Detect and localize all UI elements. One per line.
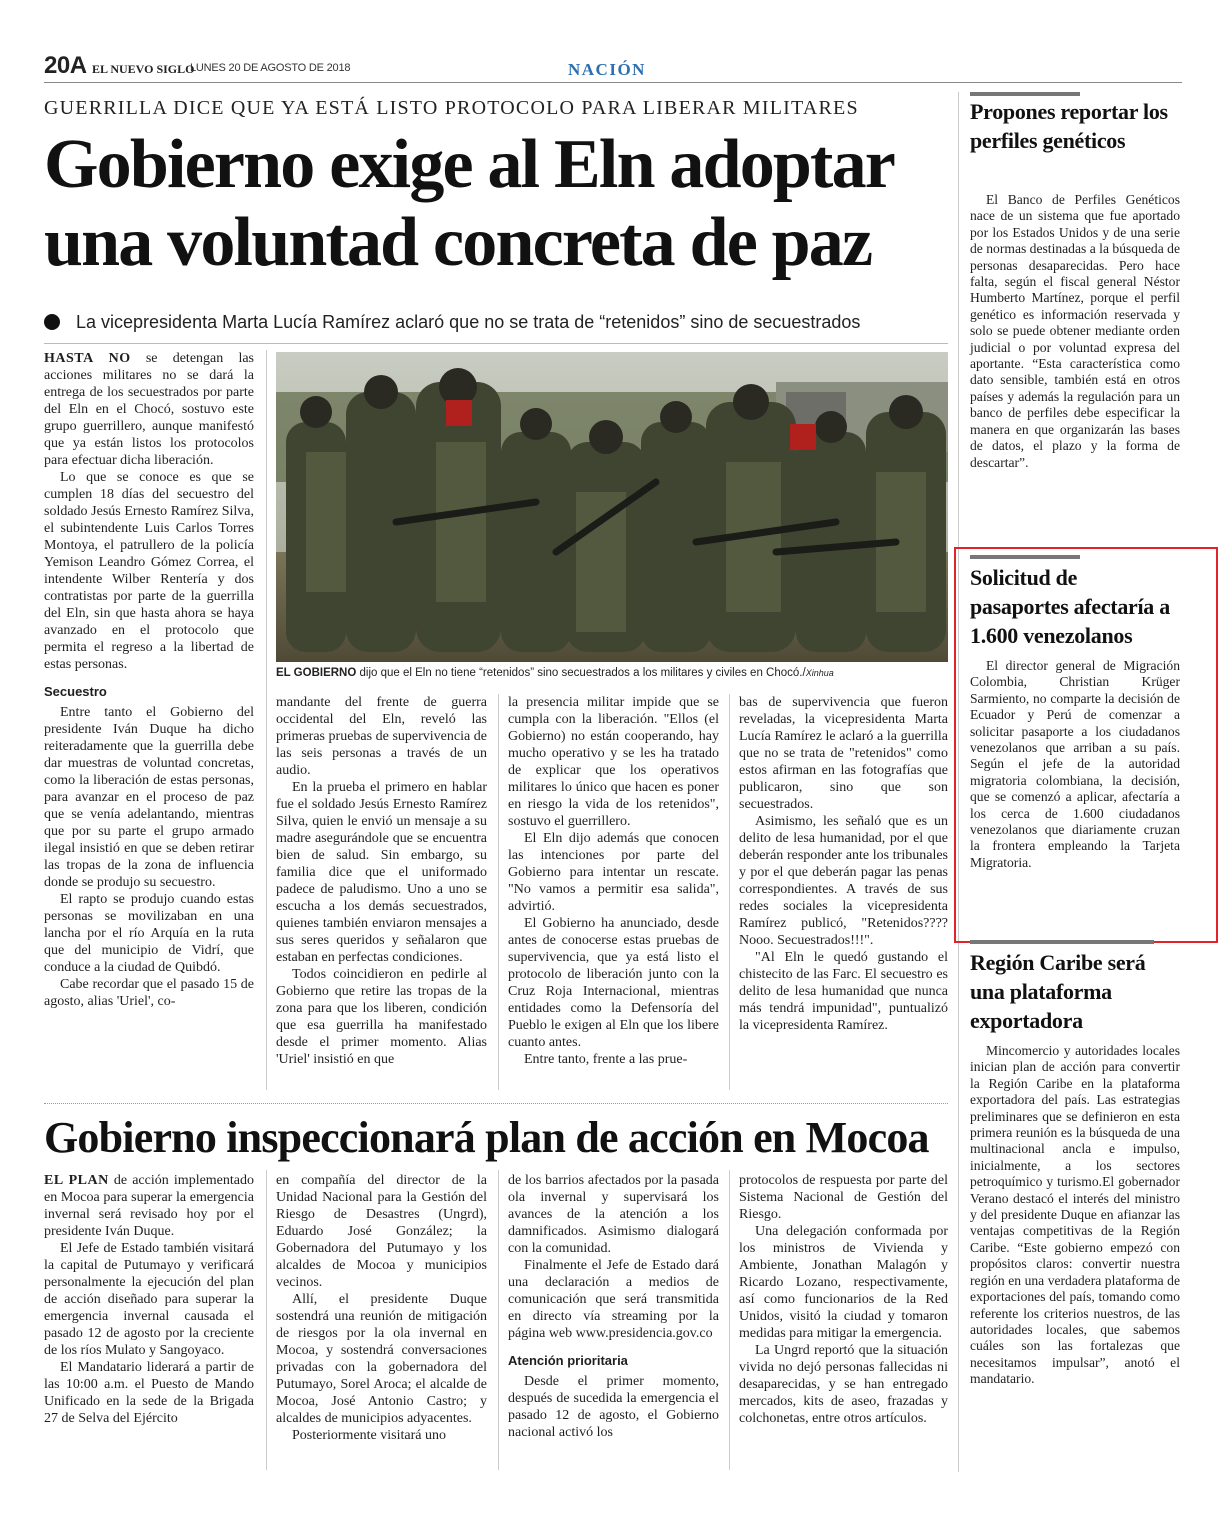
second-paragraph: de los barrios afectados por la pasada ola invernal y supervisará los avances de la atención a los damnificados. Asimismo dialogará con la comunidad.	[508, 1173, 719, 1256]
second-paragraph: Posteriormente visitará uno	[292, 1428, 446, 1443]
second-paragraph: Desde el primer momento, después de sucedida la emergencia el pasado 12 de agosto, el Gobierno nacional activó los	[508, 1374, 719, 1440]
main-paragraph: Entre tanto, frente a las prue-	[524, 1052, 688, 1067]
main-column-4	[739, 694, 948, 1034]
main-column-2	[276, 694, 487, 1068]
news-photo	[276, 352, 948, 662]
column-divider	[498, 694, 499, 1090]
main-paragraph: En la prueba el primero en hablar fue el soldado Jesús Ernesto Ramírez Silva, quien le envió un mensaje a su madre asegurándole que se encuentra bien de salud. Sin embargo, su familia dice que el uniformado padece de paludismo. Uno a uno se escucha a los demás secuestrados, quienes también enviaron mensajes a sus seres queridos y señalaron que estaban en perfectas condiciones.	[276, 780, 487, 965]
second-paragraph: EL PLAN de acción implementado en Mocoa para superar la emergencia invernal será revisado hoy por el presidente Iván Duque.	[44, 1173, 255, 1239]
column-divider	[729, 694, 730, 1090]
main-column-3	[508, 694, 719, 1068]
page-number: 20A	[44, 52, 87, 79]
second-paragraph: protocolos de respuesta por parte del Sistema Nacional de Gestión del Riesgo.	[739, 1173, 948, 1222]
main-paragraph: la presencia militar impide que se cumpla con la liberación. "Ellos (el Gobierno) no están cooperando, hay mucho operativo y se les ha tratado de explicar que los operativos militares lo único que hacen es poner en riesgo la vida de los retenidos", sostuvo el guerrillero.	[508, 695, 719, 829]
header-rule	[44, 82, 1182, 83]
sidebar-bar	[970, 92, 1080, 96]
lead-word: HASTA NO	[44, 351, 131, 366]
second-paragraph: El Jefe de Estado también visitará la capital de Putumayo y verificará personalmente la ejecución del plan de acción diseñado para superar la emergencia invernal causada el pasado 12 de agosto por la creciente de los ríos Mulato y Sangoyaco.	[44, 1241, 254, 1358]
second-paragraph: Una delegación conformada por los ministros de Vivienda y Ambiente, Jonathan Malagón y Ricardo Lozano, respectivamente, así como funcionarios de la Red Unidos, visitó la ciudad y tomaron medidas para mitigar la emergencia.	[739, 1224, 948, 1341]
second-column-4	[739, 1172, 948, 1427]
main-paragraph: Asimismo, les señaló que es un delito de lesa humanidad, por el que deberán responder ante los tribunales y por el que deberán pagar las penas correspondientes. A través de sus redes sociales la vicepresidenta Ramírez publicó, "Retenidos???? Nooo. Secuestrados!!!".	[739, 814, 948, 948]
main-kicker: GUERRILLA DICE QUE YA ESTÁ LISTO PROTOCOLO PARA LIBERAR MILITARES	[44, 97, 859, 119]
sidebar-title-2: Solicitud de pasaportes afectaría a 1.600 venezolanos	[970, 565, 1170, 648]
sidebar-bar	[970, 940, 1154, 944]
subhead-rule	[44, 343, 948, 344]
main-paragraph: "Al Eln le quedó gustando el chistecito de las Farc. El secuestro es delito de lesa humanidad que nunca más tendrá impunidad", puntualizó la vicepresidenta Ramírez.	[739, 950, 948, 1033]
second-column-3	[508, 1172, 719, 1441]
main-paragraph: El Eln dijo además que conocen las intenciones por parte del Gobierno para intentar un rescate. "No vamos a permitir esa salida", advirtió.	[508, 831, 719, 914]
second-column-2	[276, 1172, 487, 1444]
photo-caption: EL GOBIERNO dijo que el Eln no tiene “retenidos” sino secuestrados a los militares y civiles en Chocó./Xinhua	[276, 667, 834, 679]
main-paragraph: Todos coincidieron en pedirle al Gobierno que retire las tropas de la zona para que los liberen, condición que esa guerrilla ha manifestado desde el primer momento. Alias 'Uriel' insistió en que	[276, 967, 487, 1067]
sidebar-text-1: El Banco de Perfiles Genéticos nace de un sistema que fue aportado por los Estados Unidos y de una serie de normas destinadas a la búsqueda de personas desaparecidas. Pero hace falta, según el fiscal general Néstor Humberto Martínez, porque el perfil genético es información reservada y solo se puede obtener mediante orden judicial o por voluntad expresa del aportante. “Esta característica como dato sensible, también está en otros países y además la regulación para un banco de perfiles debe especificar la manera en que organizarán las bases de datos, el plazo y la forma de descartar”.	[970, 192, 1180, 470]
second-paragraph: La Ungrd reportó que la situación vivida no dejó personas fallecidas ni desaparecidas, y se han entregado mercados, kits de aseo, frazadas y colchonetas, entre otros artículos.	[739, 1343, 948, 1426]
second-paragraph: en compañía del director de la Unidad Nacional para la Gestión del Riesgo de Desastres (Ungrd), Eduardo José González; la Gobernadora del Putumayo y los alcaldes de Mocoa y municipios vecinos.	[276, 1173, 487, 1290]
subhead-secuestro: Secuestro	[44, 684, 107, 699]
sidebar-title-3: Región Caribe será una plataforma exportadora	[970, 950, 1146, 1033]
newspaper-name: EL NUEVO SIGLO	[92, 62, 195, 76]
second-headline: Gobierno inspeccionará plan de acción en Mocoa	[44, 1113, 929, 1162]
section-name: NACIÓN	[568, 60, 646, 79]
main-paragraph: El rapto se produjo cuando estas personas se movilizaban en una lancha por el río Arquía en la ruta que del municipio de Vidrí, que conduce a la ciudad de Quibdó.	[44, 892, 254, 975]
main-paragraph: bas de supervivencia que fueron reveladas, la vicepresidenta Marta Lucía Ramírez le aclaró a la guerrilla que no se trata de "retenidos" como estos afirman en las fotografías que publicaron, sino que son secuestrados.	[739, 695, 948, 812]
sidebar-title-1: Propones reportar los perfiles genéticos	[970, 99, 1168, 153]
bullet-dot-icon	[44, 314, 60, 330]
guerrilla-photo-image	[276, 352, 948, 662]
subhead-atencion: Atención prioritaria	[508, 1353, 628, 1368]
column-divider	[498, 1170, 499, 1470]
main-column-1	[44, 350, 254, 1010]
column-divider	[729, 1170, 730, 1470]
main-paragraph: Lo que se conoce es que se cumplen 18 días del secuestro del soldado Jesús Ernesto Ramírez Silva, el subintendente Luis Carlos Torres Montoya, el patrullero de la policía Yemison Leandro Gómez Correa, el intendente Wilber Rentería y dos contratistas por parte de la guerrilla del Eln, sin que hasta ahora se haya avanzado en el protocolo que permita el regreso a la libertad de estas personas.	[44, 470, 254, 672]
main-paragraph: Entre tanto el Gobierno del presidente Iván Duque ha dicho reiteradamente que la guerrilla debe dar muestras de voluntad concretas, como la liberación de estas personas, para avanzar en el proceso de paz que se venía adelantando, mientras que por su parte el grupo armado ilegal insistió en que se deben retirar las tropas de la zona de influencia donde se produjo su secuestro.	[44, 705, 254, 890]
sidebar-text-3: Mincomercio y autoridades locales inician plan de acción para convertir la Región Caribe en la plataforma exportadora del país. Las estrategias preliminares que se definieron en esta primera reunión es la búsqueda de una multinacional ancla e impulso, inicialmente, a los sectores petroquímico y turismo.El gobernador Verano destacó el interés del ministro y del presidente Duque en afianzar las ventajas competitivas de la Región Caribe. “Este gobierno empezó con propósitos claros: convertir nuestra región en una verdadera plataforma de exportaciones del país, tomando como referente los criterios nuestros, de las autoridades locales, que sabemos cuáles son las fortalezas que necesitamos impulsar”, anotó el mandatario.	[970, 1043, 1180, 1387]
lead-word: EL PLAN	[44, 1173, 109, 1188]
main-paragraph: Cabe recordar que el pasado 15 de agosto, alias 'Uriel', co-	[44, 977, 254, 1009]
story-separator	[44, 1103, 948, 1105]
main-subhead	[44, 312, 860, 333]
column-divider	[266, 350, 267, 1090]
second-column-1	[44, 1172, 254, 1427]
column-divider	[266, 1170, 267, 1470]
sidebar-bar	[970, 555, 1080, 559]
sidebar-text-2: El director general de Migración Colombia, Christian Krüger Sarmiento, no comparte la decisión de Ecuador y Perú de comenzar a solicitar pasaporte a los ciudadanos venezolanos que arriban a su país. Según el jefe de la autoridad migratoria colombiana, la decisión, que se comenzó a aplicar, afectaría a los cerca de 1.600 ciudadanos venezolanos que diariamente cruzan la frontera empleando la Tarjeta Migratoria.	[970, 658, 1180, 870]
publication-date: LUNES 20 DE AGOSTO DE 2018	[190, 62, 351, 74]
second-paragraph: El Mandatario liderará a partir de las 10:00 a.m. el Puesto de Mando Unificado en la sede de la Brigada 27 de Selva del Ejército	[44, 1360, 254, 1426]
main-subhead-text: La vicepresidenta Marta Lucía Ramírez aclaró que no se trata de “retenidos” sino de secuestrados	[76, 312, 861, 332]
main-headline: Gobierno exige al Eln adoptar una voluntad concreta de paz	[44, 126, 893, 281]
second-paragraph: Finalmente el Jefe de Estado dará una declaración a medios de comunicación que será transmitida en directo vía streaming por la página web www.presidencia.gov.co	[508, 1258, 719, 1341]
second-paragraph: Allí, el presidente Duque sostendrá una reunión de mitigación de riesgos por la ola invernal en Mocoa, y sostendrá conversaciones privadas con la gobernadora del Putumayo, Sorel Aroca; el alcalde de Mocoa, José Antonio Castro; y alcaldes de municipios adyacentes.	[276, 1292, 487, 1426]
main-paragraph: El Gobierno ha anunciado, desde antes de conocerse estas pruebas de supervivencia, que ya está listo el protocolo de liberación junto con la Cruz Roja Internacional, mientras entidades como la Defensoría del Pueblo le exigen al Eln que los libere cuanto antes.	[508, 916, 719, 1050]
main-paragraph: mandante del frente de guerra occidental del Eln, reveló las primeras pruebas de supervivencia de las seis personas a través de un audio.	[276, 695, 487, 778]
main-paragraph: HASTA NO se detengan las acciones militares no se dará la entrega de los secuestrados por parte del Eln en el Chocó, sostuvo este grupo guerrillero, aunque manifestó que ya están listos los protocolos para efectuar dicha liberación.	[44, 351, 254, 468]
